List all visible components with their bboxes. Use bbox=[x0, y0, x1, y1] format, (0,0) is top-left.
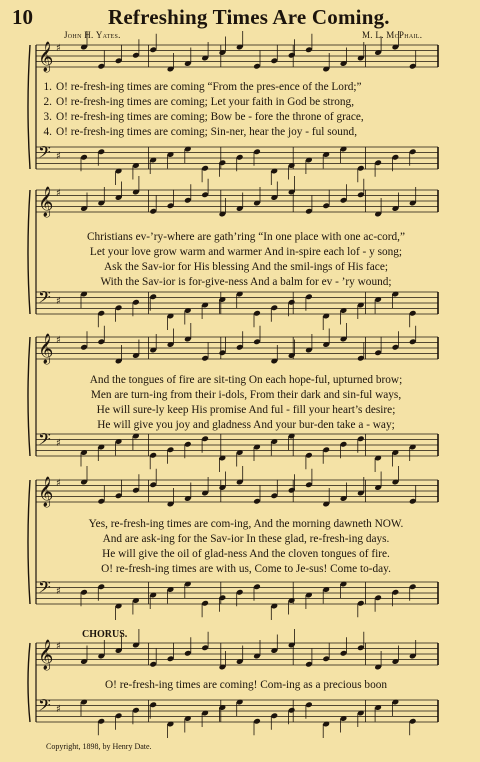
lyric-line: He will give you joy and gladness And your bur-den take a - way; bbox=[97, 419, 395, 431]
hymn-header bbox=[0, 2, 480, 32]
key-signature-sharp-icon: ♯ bbox=[56, 438, 61, 449]
key-signature-sharp-icon: ♯ bbox=[56, 335, 61, 346]
lyric-line: O! re-fresh-ing times are with us, Come to Je-sus! Come to-day. bbox=[101, 563, 391, 575]
verse-number: 2. bbox=[43, 96, 52, 108]
lyric-line: O! re-fresh-ing times are coming! Com-ing as a precious boon bbox=[104, 679, 388, 691]
verse-number: 1. bbox=[43, 81, 52, 93]
lyric-line: Christians ev-’ry-where are gath’ring “In one place with one ac-cord,” bbox=[86, 231, 406, 243]
verse-lyrics-system-1 bbox=[22, 80, 470, 140]
composer-credit: M. L. McPhail. bbox=[362, 30, 423, 40]
treble-clef-icon: 𝄞 bbox=[38, 334, 54, 364]
verse-lyrics-system-3 bbox=[22, 373, 470, 433]
treble-clef-icon: 𝄞 bbox=[38, 187, 54, 217]
key-signature-sharp-icon: ♯ bbox=[56, 43, 61, 54]
lyric-line: 2. O! re-fresh-ing times are coming; Let your faith in God be strong, bbox=[22, 95, 470, 110]
key-signature-sharp-icon: ♯ bbox=[56, 641, 61, 652]
bass-clef-icon: 𝄢 bbox=[38, 142, 51, 166]
chorus-label: CHORUS. bbox=[82, 629, 128, 640]
chorus-lyrics bbox=[22, 678, 470, 693]
lyric-line: And the tongues of fire are sit-ting On each hope-ful, upturned brow; bbox=[89, 374, 403, 386]
verse-lyrics-system-2 bbox=[22, 230, 470, 290]
treble-clef-icon: 𝄞 bbox=[38, 477, 54, 507]
treble-clef-icon: 𝄞 bbox=[38, 42, 54, 72]
lyric-line: With the Sav-ior is for-give-ness And a balm for ev - ’ry wound; bbox=[100, 276, 392, 288]
lyric-line: 1. O! re-fresh-ing times are coming “From the pres-ence of the Lord;” bbox=[22, 80, 470, 95]
lyric-line: Ask the Sav-ior for His blessing And the smil-ings of His face; bbox=[104, 261, 388, 273]
lyric-line: Men are turn-ing from their i-dols, From their dark and sin-ful ways, bbox=[90, 389, 402, 401]
copyright-notice: Copyright, 1898, by Henry Date. bbox=[46, 742, 152, 751]
verse-number: 4. bbox=[43, 126, 52, 138]
bass-clef-icon: 𝄢 bbox=[38, 695, 51, 719]
key-signature-sharp-icon: ♯ bbox=[56, 188, 61, 199]
hymn-title: Refreshing Times Are Coming. bbox=[108, 5, 390, 29]
key-signature-sharp-icon: ♯ bbox=[56, 704, 61, 715]
treble-clef-icon: 𝄞 bbox=[38, 640, 54, 670]
lyric-line: And are ask-ing for the Sav-ior In these glad, re-fresh-ing days. bbox=[102, 533, 390, 545]
key-signature-sharp-icon: ♯ bbox=[56, 151, 61, 162]
key-signature-sharp-icon: ♯ bbox=[56, 586, 61, 597]
bass-clef-icon: 𝄢 bbox=[38, 429, 51, 453]
key-signature-sharp-icon: ♯ bbox=[56, 296, 61, 307]
lyric-line: He will sure-ly keep His promise And ful - fill your heart’s desire; bbox=[96, 404, 396, 416]
bass-clef-icon: 𝄢 bbox=[38, 577, 51, 601]
bass-clef-icon: 𝄢 bbox=[38, 287, 51, 311]
lyric-line: Yes, re-fresh-ing times are com-ing, And the morning dawneth NOW. bbox=[88, 518, 404, 530]
lyric-line: Let your love grow warm and warmer And in-spire each lof - y song; bbox=[89, 246, 403, 258]
lyricist-credit: John H. Yates. bbox=[64, 30, 121, 40]
lyric-line: 3. O! re-fresh-ing times are coming; Bow be - fore the throne of grace, bbox=[22, 110, 470, 125]
lyric-line: 4. O! re-fresh-ing times are coming; Sin-ner, hear the joy - ful sound, bbox=[22, 125, 470, 140]
lyric-line: He will give the oil of glad-ness And the cloven tongues of fire. bbox=[102, 548, 390, 560]
key-signature-sharp-icon: ♯ bbox=[56, 478, 61, 489]
verse-lyrics-system-4 bbox=[22, 517, 470, 577]
page-number: 10 bbox=[12, 5, 33, 29]
verse-number: 3. bbox=[43, 111, 52, 123]
